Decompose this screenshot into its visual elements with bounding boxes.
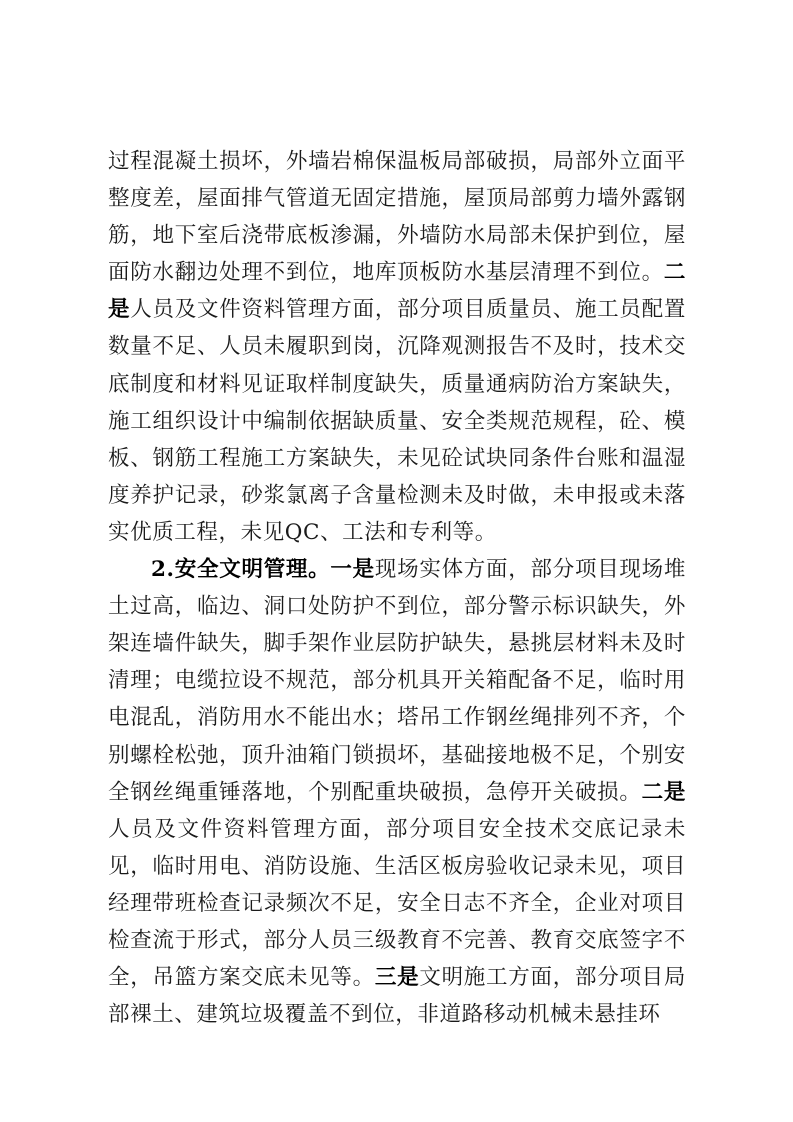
text-segment: 人员及文件资料管理方面，部分项目质量员、施工员配置数量不足、人员未履职到岗，沉降观测报告不及时，技术交底制度和材料见证取样制度缺失，质量通病防治方案缺失，施工组织设计中编制依据缺质量、安全类规范规程，砼、模板、钢筋工程施工方案缺失，未见砼试块同条件台账和温湿度养护记录，砂浆氯离子含量检测未及时做，未申报或未落实优质工程，未见QC、工法和专利等。 [108, 297, 686, 545]
text-segment: 人员及文件资料管理方面，部分项目安全技术交底记录未见，临时用电、消防设施、生活区板房验收记录未见，项目经理带班检查记录频次不足，安全日志不齐全，企业对项目检查流于形式，部分人员三级教育不完善、教育交底签字不全，吊篮方案交底未见等。 [108, 816, 686, 991]
text-segment: 过程混凝土损坏，外墙岩棉保温板局部破损，局部外立面平整度差，屋面排气管道无固定措施，屋顶局部剪力墙外露钢筋，地下室后浇带底板渗漏，外墙防水局部未保护到位，屋面防水翻边处理不到位，地库顶板防水基层清理不到位。 [108, 149, 686, 286]
bold-marker-first: 一是 [330, 557, 375, 583]
section-heading: 2.安全文明管理。 [151, 557, 331, 583]
text-segment: 文明施工方面，部分项目局部裸土、建筑垃圾覆盖不到位，非道路移动机械未悬挂环 [108, 965, 687, 1028]
paragraph-quality-issues [108, 143, 686, 551]
text-segment: 现场实体方面，部分项目现场堆土过高，临边、洞口处防护不到位，部分警示标识缺失，外架连墙件缺失，脚手架作业层防护缺失，悬挑层材料未及时清理；电缆拉设不规范，部分机具开关箱配备不足，临时用电混乱，消防用水不能出水；塔吊工作钢丝绳排列不齐，个别螺栓松弛，顶升油箱门锁损坏，基础接地极不足，个别安全钢丝绳重锤落地，个别配重块破损，急停开关破损。 [108, 557, 686, 805]
bold-marker-second: 二是 [108, 260, 686, 323]
bold-marker-second: 二是 [641, 779, 687, 805]
paragraph-safety-management [108, 551, 686, 1033]
document-body [108, 143, 686, 1033]
bold-marker-third: 三是 [374, 965, 420, 991]
